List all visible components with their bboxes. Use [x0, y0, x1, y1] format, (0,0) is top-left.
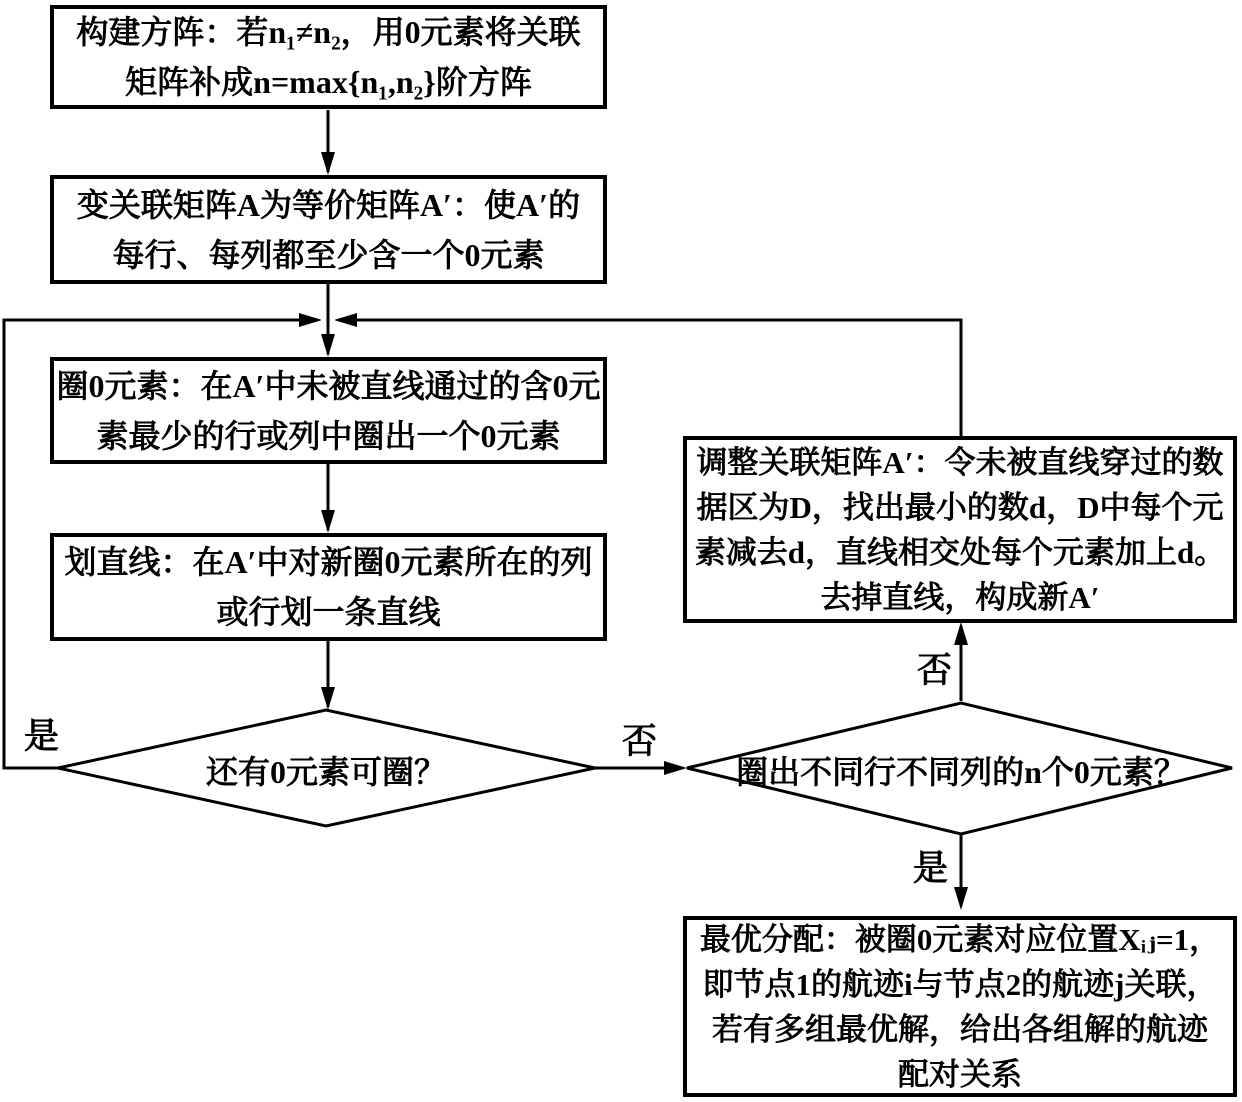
box-optimal-line-3: 若有多组最优解，给出各组解的航迹 [712, 1011, 1208, 1047]
box-build-line-2: 矩阵补成n=max{n₁,n₂}阶方阵 [125, 64, 532, 100]
box-optimal-line-1: 最优分配：被圈0元素对应位置Xᵢⱼ=1， [699, 921, 1221, 957]
arrowhead-into-equiv [321, 152, 335, 175]
arrowhead-junction-right [299, 313, 322, 327]
box-equivalent-line-2: 每行、每列都至少含一个0元素 [112, 236, 545, 273]
box-equivalent-matrix [50, 175, 607, 284]
arrowhead-into-decision1 [321, 687, 335, 710]
box-adjust-line-4: 去掉直线，构成新A′ [820, 579, 1100, 615]
box-optimal-line-2: 即节点1的航迹i与节点2的航迹j关联， [702, 966, 1218, 1002]
box-optimal-assignment [683, 916, 1237, 1097]
box-build-square-matrix [50, 5, 607, 109]
edge-label-no-middle: 否 [622, 722, 658, 761]
box-circle-zero-line-1: 圈0元素：在A′中未被直线通过的含0元 [56, 367, 601, 404]
decision-n-zeros-label: 圈出不同行不同列的n个0元素？ [736, 754, 1186, 790]
box-build-line-1: 构建方阵：若n₁≠n₂，用0元素将关联 [76, 14, 581, 50]
box-adjust-matrix [683, 436, 1237, 623]
box-adjust-line-3: 素减去d，直线相交处每个元素加上d。 [694, 534, 1226, 570]
box-draw-line-line-2: 或行划一条直线 [216, 594, 441, 630]
box-adjust-line-1: 调整关联矩阵A′：令未被直线穿过的数 [696, 444, 1224, 480]
box-circle-zero-line-2: 素最少的行或列中圈出一个0元素 [96, 417, 561, 454]
box-draw-line-line-1: 划直线：在A′中对新圈0元素所在的列 [64, 544, 593, 580]
edge-label-no-right: 否 [917, 651, 953, 690]
arrowhead-junction-left [334, 313, 357, 327]
edge-label-yes-left: 是 [24, 717, 60, 756]
box-draw-line [50, 533, 607, 641]
arrowhead-into-adjust [954, 622, 968, 645]
box-adjust-line-2: 据区为D，找出最小的数d，D中每个元 [696, 489, 1224, 525]
arrowhead-into-circle [321, 334, 335, 357]
arrowhead-into-decision2 [664, 761, 687, 775]
arrowhead-into-drawline [321, 510, 335, 533]
decision-more-zeros-label: 还有0元素可圈？ [205, 754, 446, 790]
arrowhead-into-optimal [954, 887, 968, 910]
box-equivalent-line-1: 变关联矩阵A为等价矩阵A′：使A′的 [76, 186, 581, 223]
box-circle-zero [50, 357, 607, 464]
edge-label-yes-right: 是 [913, 849, 949, 888]
box-optimal-line-4: 配对关系 [898, 1056, 1022, 1092]
